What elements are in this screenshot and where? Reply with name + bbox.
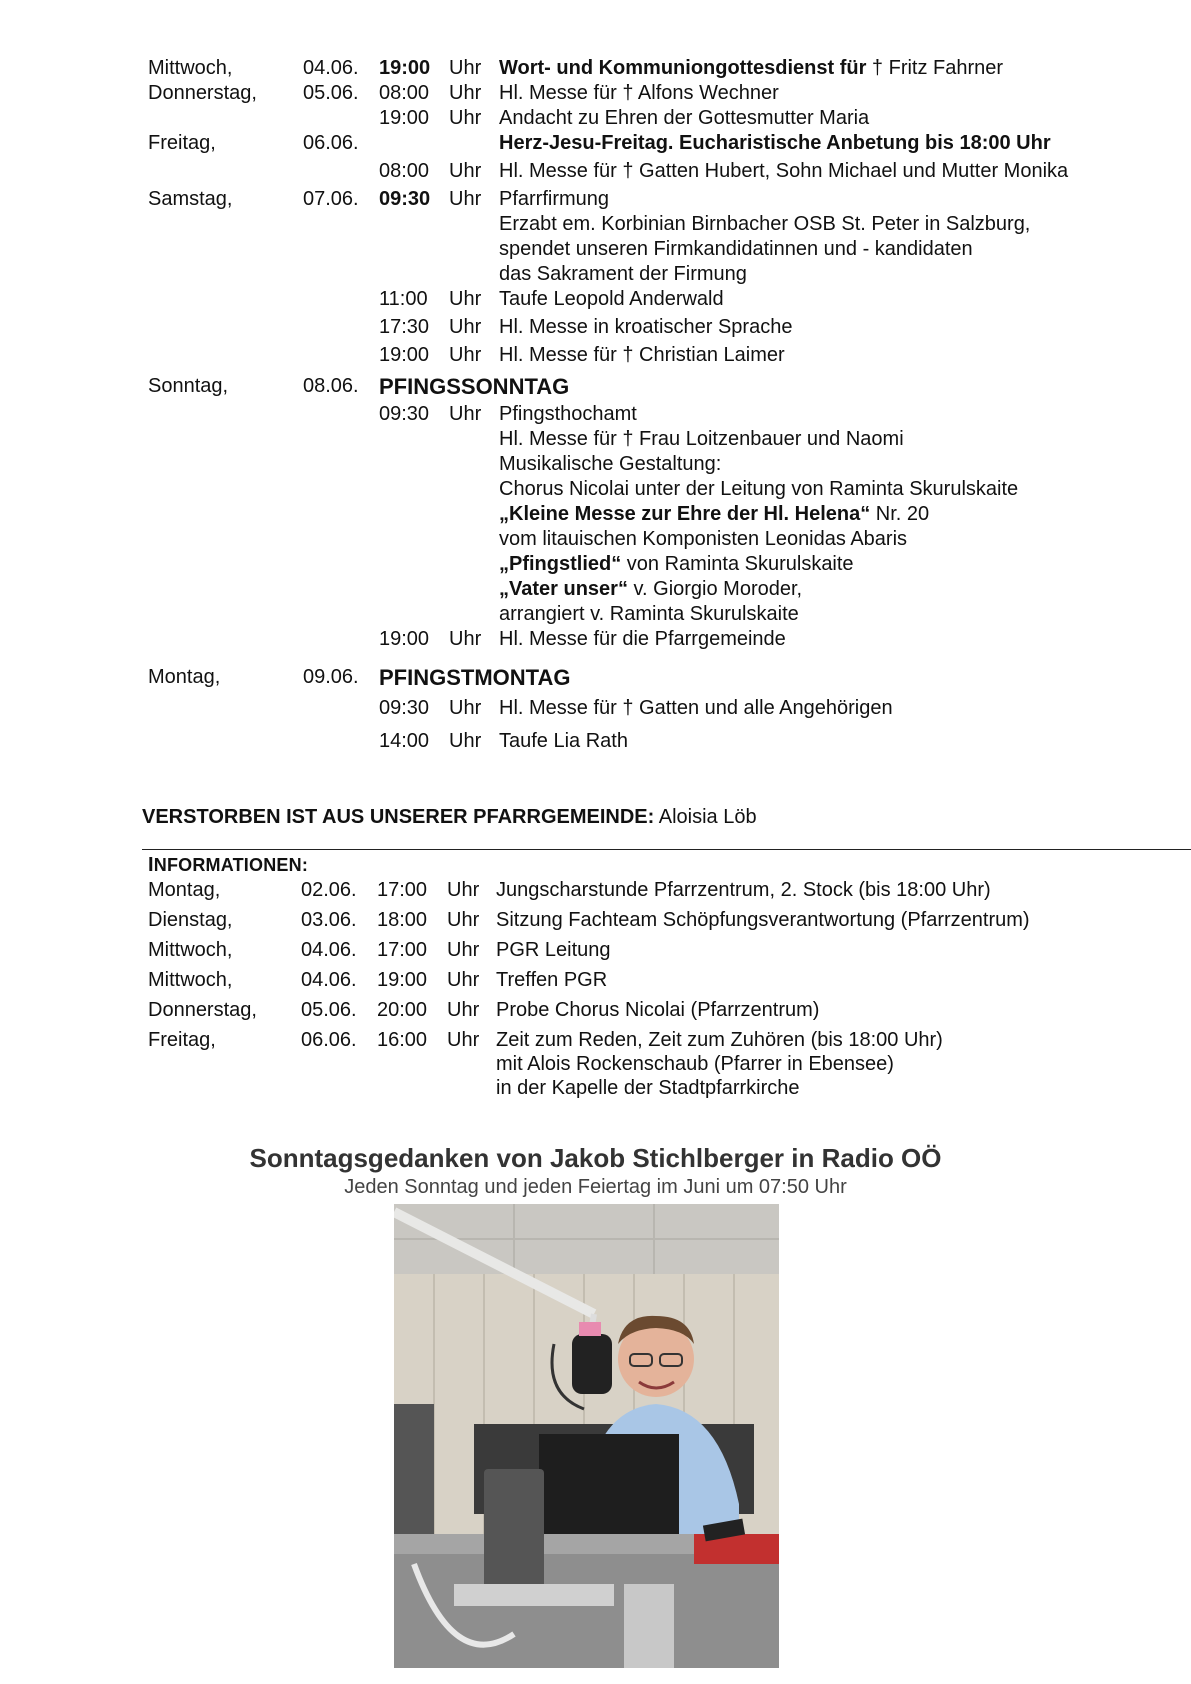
info-day: Montag,	[148, 879, 221, 901]
schedule-time: 14:00	[379, 730, 430, 752]
info-date: 05.06.	[301, 999, 357, 1021]
info-row	[148, 878, 1158, 908]
schedule-line	[148, 477, 1158, 502]
schedule-uhr: Uhr	[449, 316, 482, 338]
info-row	[148, 968, 1158, 998]
schedule-day: Samstag,	[148, 188, 233, 210]
schedule-text	[499, 315, 792, 340]
radio-studio-photo-illustration	[394, 1204, 779, 1668]
schedule-line	[148, 106, 1158, 131]
schedule-date: 07.06.	[303, 188, 359, 210]
schedule-day: Donnerstag,	[148, 82, 257, 104]
schedule-text-segment: Musikalische Gestaltung:	[499, 453, 722, 475]
deceased-name: Aloisia Löb	[654, 806, 757, 828]
schedule-text-segment: Pfarrfirmung	[499, 188, 610, 210]
schedule-text	[499, 237, 973, 262]
schedule-text-segment: Andacht zu Ehren der Gottesmutter Maria	[499, 107, 870, 129]
info-text: Jungscharstunde Pfarrzentrum, 2. Stock (bis 18:00 Uhr)	[496, 879, 991, 901]
info-heading-initial: I	[148, 854, 154, 876]
schedule-text-segment: Hl. Messe für † Gatten und alle Angehörigen	[499, 697, 893, 719]
schedule-time: 09:30	[379, 188, 431, 210]
schedule-text-segment: das Sakrament der Firmung	[499, 263, 747, 285]
schedule-text	[499, 343, 785, 368]
schedule-text-segment: Herz-Jesu-Freitag. Eucharistische Anbetung bis 18:00 Uhr	[499, 132, 1051, 154]
info-time: 20:00	[377, 999, 428, 1021]
schedule-text-segment: Hl. Messe für † Christian Laimer	[499, 344, 785, 366]
info-date: 06.06.	[301, 1029, 357, 1051]
schedule-line	[148, 187, 1158, 212]
info-text: Zeit zum Reden, Zeit zum Zuhören (bis 18:00 Uhr)	[496, 1029, 943, 1051]
schedule-text	[499, 552, 854, 577]
schedule-line	[148, 402, 1158, 427]
schedule-text-segment: „Pfingstlied“	[499, 553, 622, 575]
schedule-time: 19:00	[379, 107, 430, 129]
schedule-line	[148, 577, 1158, 602]
schedule-date: 04.06.	[303, 57, 359, 79]
schedule-time: 17:30	[379, 316, 430, 338]
schedule-uhr: Uhr	[449, 628, 482, 650]
schedule-uhr: Uhr	[449, 160, 482, 182]
info-date: 04.06.	[301, 969, 357, 991]
info-time: 17:00	[377, 939, 428, 961]
promo-title: Sonntagsgedanken von Jakob Stichlberger in Radio OÖ	[249, 1143, 942, 1173]
deceased-label: VERSTORBEN IST AUS UNSERER PFARRGEMEINDE:	[142, 806, 655, 828]
information-section	[148, 852, 1158, 1100]
worship-schedule	[148, 56, 1158, 754]
schedule-day: Freitag,	[148, 132, 216, 154]
info-text: in der Kapelle der Stadtpfarrkirche	[496, 1077, 800, 1099]
info-uhr: Uhr	[447, 1029, 480, 1051]
schedule-line	[148, 452, 1158, 477]
radio-studio-photo	[394, 1204, 779, 1668]
info-heading-rest: NFORMATIONEN:	[153, 855, 309, 875]
info-date: 02.06.	[301, 879, 357, 901]
schedule-time: 08:00	[379, 160, 430, 182]
schedule-text	[499, 56, 1003, 81]
schedule-text-segment: Hl. Messe für die Pfarrgemeinde	[499, 628, 786, 650]
info-text: Sitzung Fachteam Schöpfungsverantwortung (Pfarrzentrum)	[496, 909, 1030, 931]
schedule-text-segment: spendet unseren Firmkandidatinnen und - kandidaten	[499, 238, 973, 260]
schedule-line	[148, 315, 1158, 340]
schedule-text-segment: Taufe Leopold Anderwald	[499, 288, 724, 310]
schedule-text-segment: „Kleine Messe zur Ehre der Hl. Helena“	[499, 503, 871, 525]
schedule-uhr: Uhr	[449, 107, 482, 129]
info-day: Donnerstag,	[148, 999, 257, 1021]
schedule-line	[148, 602, 1158, 627]
info-text: Treffen PGR	[496, 969, 608, 991]
schedule-line	[148, 502, 1158, 527]
feast-heading: PFINGSSONNTAG	[379, 374, 570, 399]
schedule-time: 11:00	[379, 288, 428, 310]
schedule-uhr: Uhr	[449, 697, 482, 719]
schedule-text-segment: Hl. Messe für † Alfons Wechner	[499, 82, 779, 104]
schedule-uhr: Uhr	[449, 188, 482, 210]
schedule-day: Mittwoch,	[148, 57, 233, 79]
schedule-text	[499, 627, 786, 652]
info-rows	[148, 878, 1158, 1100]
schedule-text	[499, 602, 799, 627]
info-text: PGR Leitung	[496, 939, 611, 961]
schedule-line	[148, 287, 1158, 312]
info-uhr: Uhr	[447, 939, 480, 961]
info-uhr: Uhr	[447, 999, 480, 1021]
section-divider	[142, 849, 1191, 850]
info-date: 04.06.	[301, 939, 357, 961]
schedule-line	[148, 81, 1158, 106]
schedule-line	[148, 131, 1158, 156]
info-day: Dienstag,	[148, 909, 233, 931]
schedule-day: Montag,	[148, 666, 221, 688]
info-time: 17:00	[377, 879, 428, 901]
schedule-text	[499, 81, 779, 106]
schedule-entry	[148, 131, 1158, 184]
schedule-date: 08.06.	[303, 375, 359, 397]
schedule-time: 09:30	[379, 697, 430, 719]
schedule-line	[148, 212, 1158, 237]
info-row	[148, 1076, 1158, 1100]
info-row	[148, 998, 1158, 1028]
schedule-entry	[148, 662, 1158, 754]
schedule-text-segment: Nr. 20	[870, 503, 930, 525]
info-day: Freitag,	[148, 1029, 216, 1051]
info-uhr: Uhr	[447, 909, 480, 931]
schedule-time: 09:30	[379, 403, 430, 425]
feast-heading: PFINGSTMONTAG	[379, 665, 571, 690]
schedule-date: 09.06.	[303, 666, 359, 688]
schedule-line	[148, 627, 1158, 652]
schedule-text	[499, 427, 904, 452]
schedule-text	[499, 502, 929, 527]
schedule-uhr: Uhr	[449, 344, 482, 366]
info-row	[148, 1028, 1158, 1052]
schedule-text	[499, 159, 1068, 184]
info-text: Probe Chorus Nicolai (Pfarrzentrum)	[496, 999, 820, 1021]
schedule-time: 19:00	[379, 628, 430, 650]
schedule-text	[499, 452, 721, 477]
info-row	[148, 938, 1158, 968]
schedule-text-segment: arrangiert v. Raminta Skurulskaite	[499, 603, 799, 625]
info-time: 16:00	[377, 1029, 428, 1051]
info-date: 03.06.	[301, 909, 357, 931]
schedule-time: 08:00	[379, 82, 430, 104]
schedule-text-segment: Erzabt em. Korbinian Birnbacher OSB St. Peter in Salzburg,	[499, 213, 1031, 235]
info-day: Mittwoch,	[148, 969, 233, 991]
schedule-text-segment: Hl. Messe für † Frau Loitzenbauer und Naomi	[499, 428, 904, 450]
schedule-date: 06.06.	[303, 132, 359, 154]
schedule-line	[148, 262, 1158, 287]
schedule-entry	[148, 56, 1158, 81]
schedule-line	[148, 527, 1158, 552]
schedule-text	[499, 729, 628, 754]
schedule-entry	[148, 187, 1158, 368]
schedule-line	[148, 371, 1158, 402]
schedule-uhr: Uhr	[449, 288, 482, 310]
schedule-uhr: Uhr	[449, 82, 482, 104]
schedule-text	[499, 106, 869, 131]
schedule-text-segment: von Raminta Skurulskaite	[621, 553, 854, 575]
schedule-text	[499, 696, 893, 721]
schedule-time: 19:00	[379, 344, 430, 366]
schedule-text-segment: Wort- und Kommuniongottesdienst für	[499, 57, 867, 79]
schedule-text-segment: v. Giorgio Moroder,	[627, 578, 803, 600]
schedule-text	[499, 212, 1030, 237]
schedule-uhr: Uhr	[449, 57, 482, 79]
schedule-line	[148, 427, 1158, 452]
deceased-notice	[142, 806, 757, 829]
schedule-line	[148, 237, 1158, 262]
schedule-text	[499, 477, 1018, 502]
info-time: 18:00	[377, 909, 428, 931]
schedule-text	[499, 527, 907, 552]
schedule-line	[148, 662, 1158, 693]
schedule-text	[499, 577, 802, 602]
schedule-text	[499, 187, 609, 212]
schedule-text-segment: vom litauischen Komponisten Leonidas Abaris	[499, 528, 908, 550]
schedule-line	[148, 729, 1158, 754]
schedule-line	[148, 552, 1158, 577]
schedule-text	[499, 262, 747, 287]
schedule-text-segment: Hl. Messe für † Gatten Hubert, Sohn Michael und Mutter Monika	[499, 160, 1069, 182]
schedule-line	[148, 159, 1158, 184]
info-heading	[148, 852, 1158, 878]
info-uhr: Uhr	[447, 879, 480, 901]
promo-subtitle: Jeden Sonntag und jeden Feiertag im Juni um 07:50 Uhr	[344, 1176, 847, 1198]
info-row	[148, 1052, 1158, 1076]
schedule-text	[499, 131, 1051, 156]
schedule-text-segment: „Vater unser“	[499, 578, 628, 600]
schedule-uhr: Uhr	[449, 403, 482, 425]
schedule-entry	[148, 371, 1158, 652]
schedule-day: Sonntag,	[148, 375, 229, 397]
schedule-text-segment: Chorus Nicolai unter der Leitung von Raminta Skurulskaite	[499, 478, 1019, 500]
info-day: Mittwoch,	[148, 939, 233, 961]
schedule-text	[499, 287, 724, 312]
schedule-line	[148, 343, 1158, 368]
schedule-date: 05.06.	[303, 82, 359, 104]
schedule-entry	[148, 81, 1158, 131]
schedule-text-segment: † Fritz Fahrner	[866, 57, 1004, 79]
schedule-uhr: Uhr	[449, 730, 482, 752]
info-row	[148, 908, 1158, 938]
schedule-line	[148, 696, 1158, 721]
schedule-text-segment: Pfingsthochamt	[499, 403, 637, 425]
schedule-time: 19:00	[379, 57, 431, 79]
schedule-line	[148, 56, 1158, 81]
schedule-text	[499, 402, 637, 427]
info-uhr: Uhr	[447, 969, 480, 991]
info-time: 19:00	[377, 969, 428, 991]
schedule-text-segment: Hl. Messe in kroatischer Sprache	[499, 316, 793, 338]
info-text: mit Alois Rockenschaub (Pfarrer in Ebensee)	[496, 1053, 894, 1075]
schedule-text-segment: Taufe Lia Rath	[499, 730, 628, 752]
